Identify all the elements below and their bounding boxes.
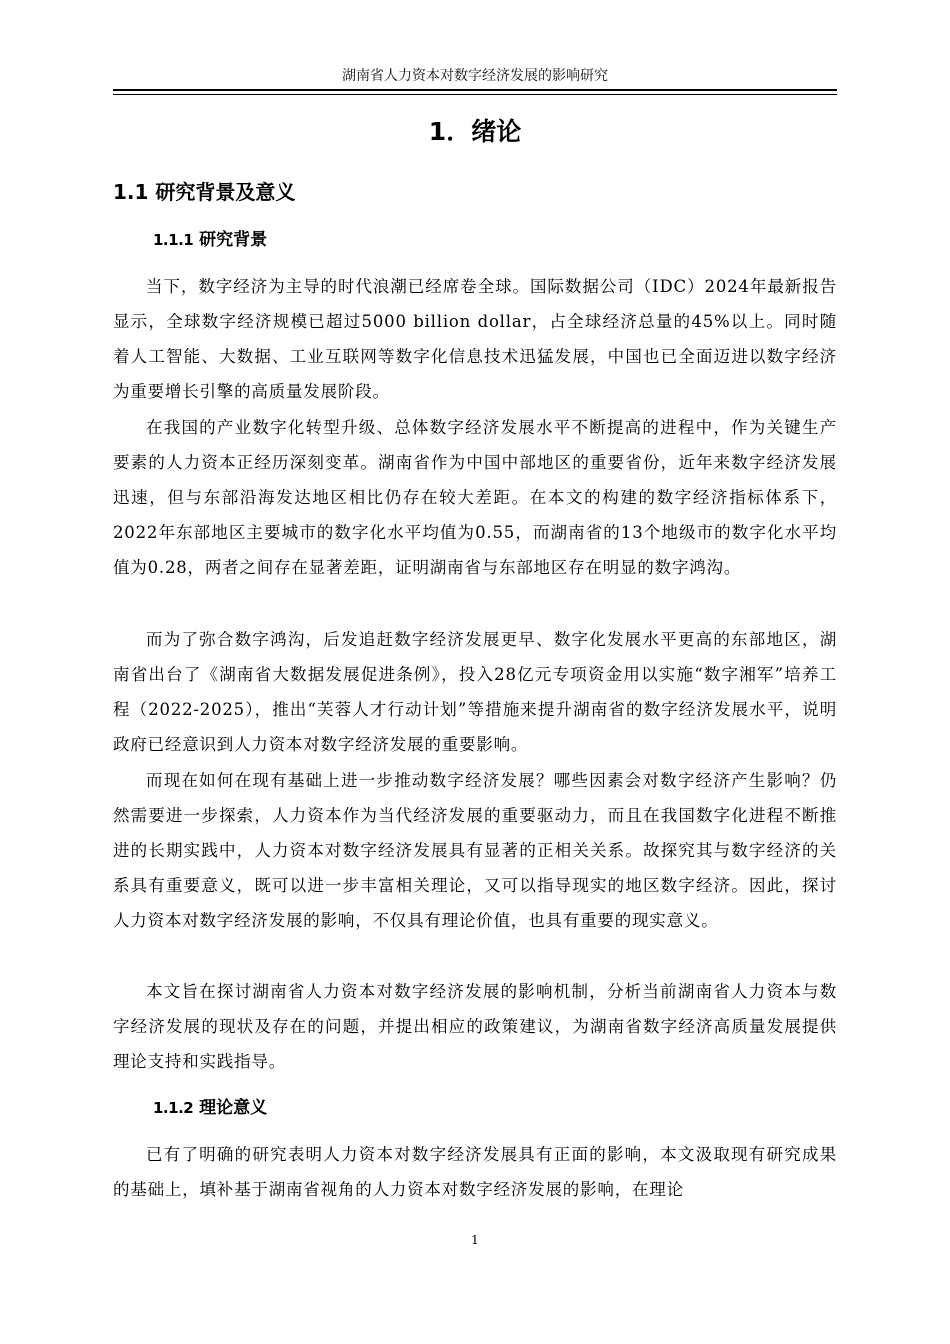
chapter-title: 1．绪论	[428, 117, 522, 146]
running-header: 湖南省人力资本对数字经济发展的影响研究	[342, 68, 608, 84]
paragraph-background-3: 而为了弥合数字鸿沟，后发追赶数字经济发展更早、数字化发展水平更高的东部地区，湖南省出台了《湖南省大数据发展促进条例》，投入28亿元专项资金用以实施“数字湘军”培养工程（2022-2025），推出“芙蓉人才行动计划”等措施来提升湖南省的数字经济发展水平，说明政府已经意识到人力资本对数字经济发展的重要影响。	[113, 630, 837, 754]
subsection-title: 研究背景	[199, 230, 268, 250]
header-rule-secondary	[113, 94, 837, 95]
paragraph-background-5: 本文旨在探讨湖南省人力资本对数字经济发展的影响机制，分析当前湖南省人力资本与数字经济发展的现状及存在的问题，并提出相应的政策建议，为湖南省数字经济高质量发展提供理论支持和实践指导。	[113, 982, 837, 1071]
subsection-title: 理论意义	[199, 1098, 268, 1118]
section-heading-1-1: 1.1 研究背景及意义	[113, 180, 296, 204]
subsection-heading-1-1-1	[153, 225, 267, 255]
subsection-heading-1-1-2	[153, 1093, 267, 1123]
subsection-number: 1.1.1	[153, 231, 194, 249]
subsection-number: 1.1.2	[153, 1099, 194, 1117]
page-number: 1	[471, 1233, 479, 1247]
paragraph-theory-1: 已有了明确的研究表明人力资本对数字经济发展具有正面的影响，本文汲取现有研究成果的基础上，填补基于湖南省视角的人力资本对数字经济发展的影响，在理论	[113, 1145, 837, 1199]
paragraph-background-1: 当下，数字经济为主导的时代浪潮已经席卷全球。国际数据公司（IDC）2024年最新报告显示，全球数字经济规模已超过5000 billion dollar，占全球经济总量的45%以上。同时随着人工智能、大数据、工业互联网等数字化信息技术迅猛发展，中国也已全面迈进以数字经济为重要增长引擎的高质量发展阶段。	[113, 277, 837, 401]
header-rule	[113, 89, 837, 91]
paragraph-background-2: 在我国的产业数字化转型升级、总体数字经济发展水平不断提高的进程中，作为关键生产要素的人力资本正经历深刻变革。湖南省作为中国中部地区的重要省份，近年来数字经济发展迅速，但与东部沿海发达地区相比仍存在较大差距。在本文的构建的数字经济指标体系下，2022年东部地区主要城市的数字化水平均值为0.55，而湖南省的13个地级市的数字化水平均值为0.28，两者之间存在显著差距，证明湖南省与东部地区存在明显的数字鸿沟。	[113, 418, 837, 577]
paragraph-background-4: 而现在如何在现有基础上进一步推动数字经济发展？哪些因素会对数字经济产生影响？仍然需要进一步探索，人力资本作为当代经济发展的重要驱动力，而且在我国数字化进程不断推进的长期实践中，人力资本对数字经济发展具有显著的正相关关系。故探究其与数字经济的关系具有重要意义，既可以进一步丰富相关理论，又可以指导现实的地区数字经济。因此，探讨人力资本对数字经济发展的影响，不仅具有理论价值，也具有重要的现实意义。	[113, 771, 837, 930]
